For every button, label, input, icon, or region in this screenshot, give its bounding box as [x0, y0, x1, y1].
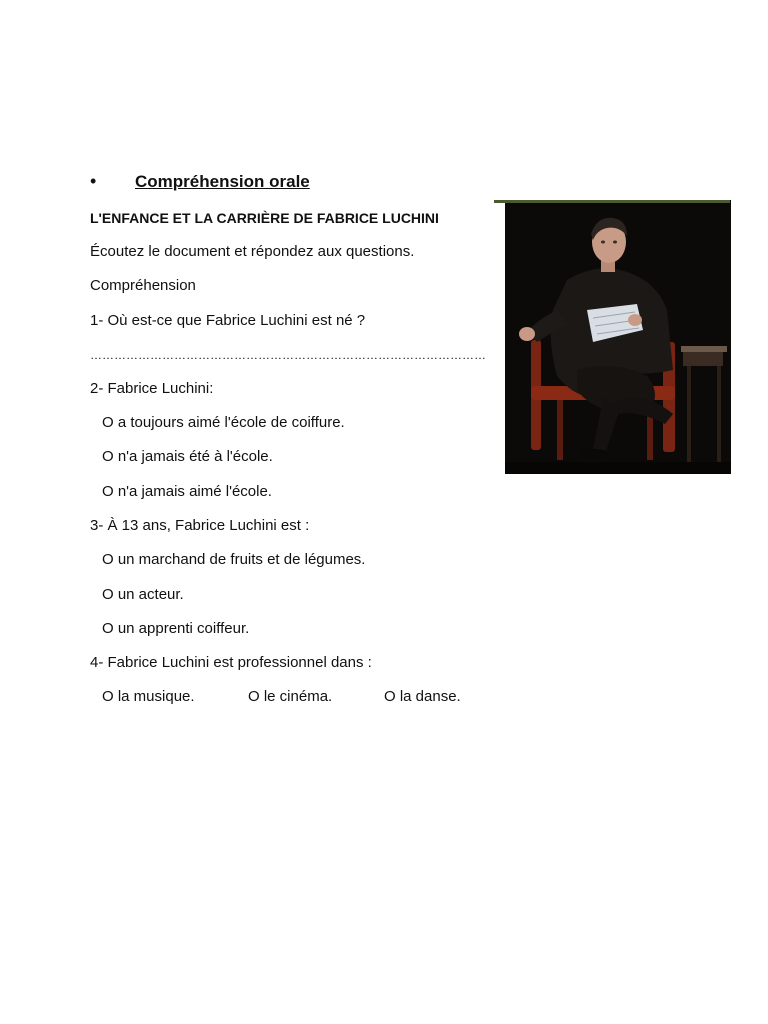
option-4c[interactable]: O la danse.: [384, 688, 461, 705]
option-4b[interactable]: O le cinéma.: [248, 688, 333, 705]
actor-photo-illustration: [497, 200, 731, 474]
section-heading: Compréhension orale: [135, 172, 310, 191]
option-3b[interactable]: O un acteur.: [102, 586, 184, 603]
question-2: 2- Fabrice Luchini:: [90, 380, 214, 397]
option-3a[interactable]: O un marchand de fruits et de légumes.: [102, 551, 366, 568]
actor-photo: [497, 200, 731, 474]
question-1: 1- Où est-ce que Fabrice Luchini est né ?: [90, 312, 366, 329]
worksheet-title: L'ENFANCE ET LA CARRIÈRE DE FABRICE LUCHINI: [90, 210, 439, 226]
instruction-text: Écoutez le document et répondez aux questions.: [90, 243, 415, 260]
option-4a[interactable]: O la musique.: [102, 688, 195, 705]
options-row-4: [102, 687, 461, 707]
option-2b[interactable]: O n'a jamais été à l'école.: [102, 448, 273, 465]
photo-top-border: [494, 200, 730, 203]
subheading: Compréhension: [90, 277, 196, 294]
question-4: 4- Fabrice Luchini est professionnel dans :: [90, 654, 372, 671]
answer-line-1[interactable]: ………………………………………………………………………………………: [90, 348, 486, 362]
option-3c[interactable]: O un apprenti coiffeur.: [102, 620, 250, 637]
bullet-icon: •: [90, 171, 97, 191]
option-2c[interactable]: O n'a jamais aimé l'école.: [102, 483, 272, 500]
option-2a[interactable]: O a toujours aimé l'école de coiffure.: [102, 414, 345, 431]
question-3: 3- À 13 ans, Fabrice Luchini est :: [90, 517, 310, 534]
